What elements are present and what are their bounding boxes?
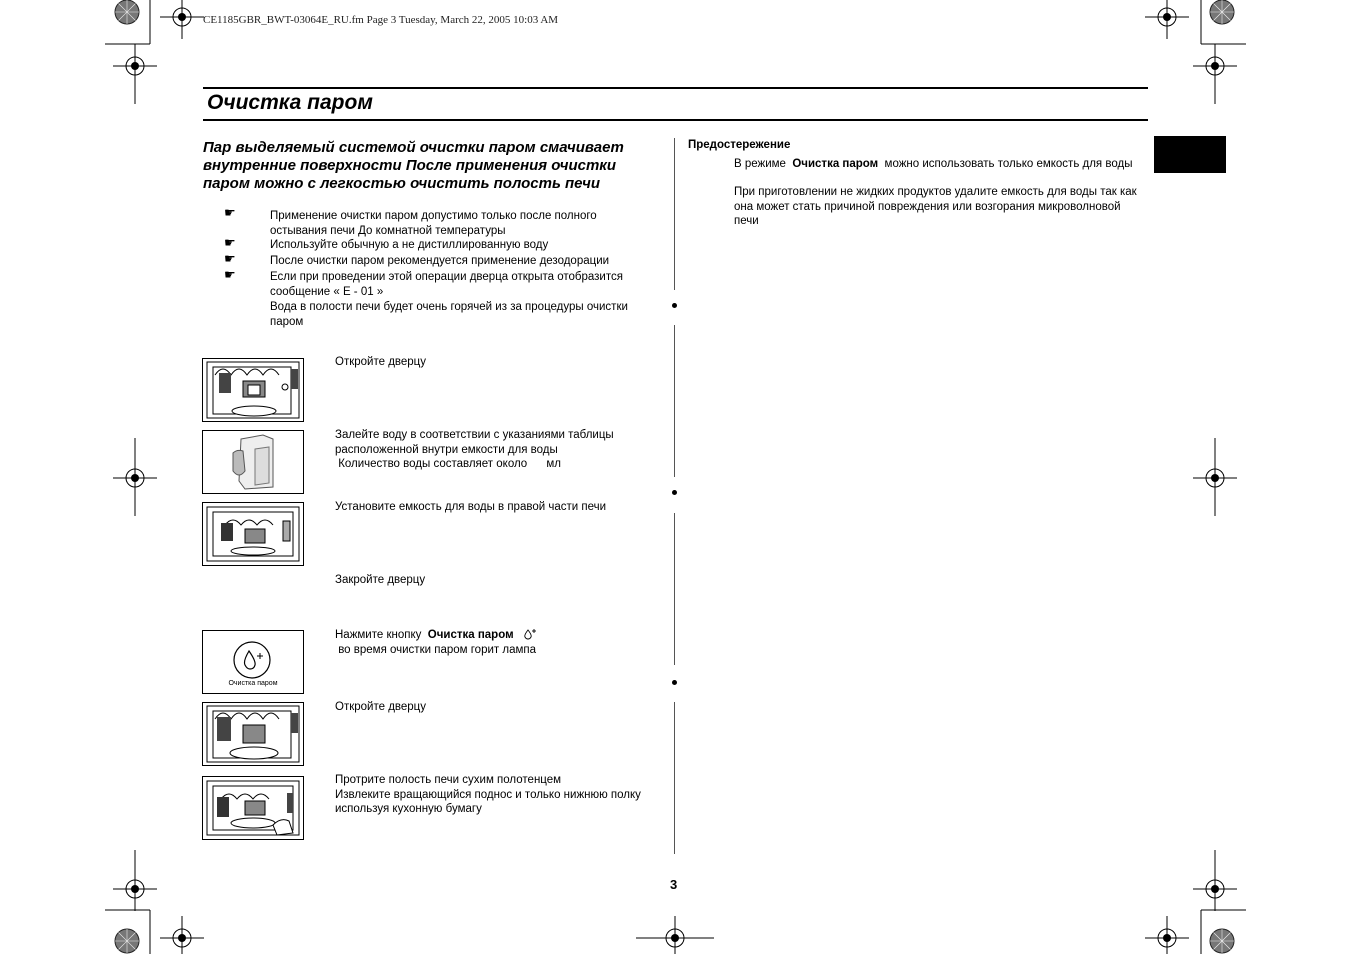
- step-image-water-tank: [202, 430, 304, 494]
- step-3-text: Установите емкость для воды в правой части печи: [335, 501, 607, 513]
- step-7-text: Протрите полость печи сухим полотенцем Извлеките вращающийся поднос и только нижнюю полку используя кухонную бумагу: [335, 774, 641, 815]
- step-1-text: Откройте дверцу: [335, 356, 427, 368]
- column-divider: [674, 702, 675, 854]
- step-image-open-door: [202, 358, 304, 422]
- step-image-steam-button: [202, 630, 304, 694]
- page-number: 3: [670, 877, 678, 892]
- step-image-wipe: [202, 776, 304, 840]
- step-2-text: Залейте воду в соответствии с указаниями таблицы расположенной внутри емкости для воды Количество воды составляет около мл: [335, 429, 614, 470]
- title-rule-top: [203, 87, 1148, 89]
- pointing-hand-icon: ☛: [224, 267, 236, 282]
- water-tank-illustration: [203, 431, 303, 493]
- step-image-open-door-2: [202, 702, 304, 766]
- caution-item-2: При приготовлении не жидких продуктов удалите емкость для воды так как она может стать причиной повреждения или возгорания микроволновой печи: [734, 186, 1137, 227]
- divider-dot: [672, 680, 677, 685]
- step-4-text: Закройте дверцу: [335, 574, 426, 586]
- column-divider: [674, 138, 675, 290]
- page-title: Очистка паром: [207, 91, 373, 114]
- caution-item-1: В режиме Очистка паром можно использовать только емкость для воды: [734, 158, 1133, 170]
- caution-heading: Предостережение: [688, 139, 791, 151]
- pointing-hand-icon: ☛: [224, 251, 236, 266]
- title-rule-bottom: [203, 119, 1148, 121]
- step-image-insert-tank: [202, 502, 304, 566]
- step-6-text: Откройте дверцу: [335, 701, 427, 713]
- pointing-hand-icon: ☛: [224, 205, 236, 220]
- microwave-open-illustration: [203, 359, 303, 421]
- divider-dot: [672, 303, 677, 308]
- microwave-open-illustration: [203, 703, 303, 765]
- microwave-wipe-illustration: [203, 777, 303, 839]
- microwave-tank-illustration: [203, 503, 303, 565]
- column-divider: [674, 513, 675, 665]
- water-drop-plus-icon: [523, 628, 537, 640]
- notes-extra: Вода в полости печи будет очень горячей из за процедуры очистки паром: [270, 301, 628, 328]
- file-header: CE1185GBR_BWT-03064E_RU.fm Page 3 Tuesday, March 22, 2005 10:03 AM: [203, 14, 559, 26]
- intro-text: Пар выделяемый системой очистки паром смачивает внутренние поверхности После применения очистки паром можно с легкостью очистить полость печи: [203, 139, 624, 192]
- section-tab: [1154, 136, 1226, 173]
- step-5-text: Нажмите кнопку Очистка паром во время очистки паром горит лампа: [335, 629, 536, 656]
- divider-dot: [672, 490, 677, 495]
- button-caption: Очистка паром: [228, 680, 278, 687]
- pointing-hand-icon: ☛: [224, 235, 236, 250]
- column-divider: [674, 325, 675, 477]
